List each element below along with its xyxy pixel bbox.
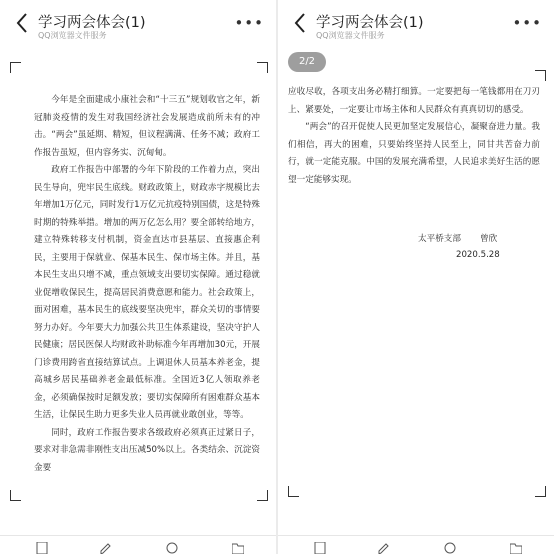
document-panel-left <box>0 0 276 554</box>
document-icon[interactable] <box>314 542 326 554</box>
paragraph: 政府工作报告中部署的今年下阶段的工作着力点，突出民生导向，兜牢民生底线。财政政策上，财政赤字规模比去年增加1万亿元，同时发行1万亿元抗疫特别国债，这是特殊时期的特殊举措。增加的两万亿怎么用？要全部转给地方，建立特殊转移支付机制，资金直达市县基层、直接惠企利民，主要用于保就业、保基本民生、保市场主体。并且，基本民生支出只增不减，重点领域支出要切实保障。通过稳就业促增收保民生，提高居民消费意愿和能力。社会政策上，面对困难，基本民生的底线要坚决兜牢，群众关切的事情要努力办好。今年要大力加强公共卫生体系建设，坚决守护人民健康；居民医保人均财政补助标准今年再增加30元，开展门诊费用跨省直接结算试点。上调退休人员基本养老金，提高城乡居民基础养老金最低标准。全国近3亿人领取养老金，必须确保按时足额发放；要切实保障所有困难群众基本生活，让保民生助力更多失业人员再就业敢创业，等等。 <box>34 165 260 420</box>
page-subtitle: QQ浏览器文件服务 <box>38 31 107 40</box>
search-icon[interactable] <box>166 542 178 554</box>
paragraph: 应收尽收，各项支出务必精打细算。一定要把每一笔钱都用在刀刃上、紧要处，一定要让市场主体和人民群众有真真切切的感受。 <box>288 87 540 115</box>
chevron-left-icon[interactable] <box>14 12 32 34</box>
document-panel-right <box>278 0 554 554</box>
folder-icon[interactable] <box>232 542 244 554</box>
edit-icon[interactable] <box>378 542 390 554</box>
crop-mark <box>10 62 21 73</box>
signature-name: 曾欣 <box>480 234 498 244</box>
more-dots-icon[interactable]: ••• <box>512 14 542 32</box>
crop-mark <box>257 490 268 501</box>
search-icon[interactable] <box>444 542 456 554</box>
more-dots-icon[interactable]: ••• <box>234 14 264 32</box>
signature-date: 2020.5.28 <box>456 250 500 260</box>
crop-mark <box>257 62 268 73</box>
header-bar <box>0 0 276 44</box>
document-body <box>288 84 540 189</box>
bottom-toolbar <box>278 535 554 554</box>
signature-org: 太平桥支部 <box>418 234 461 244</box>
document-body <box>34 92 260 477</box>
crop-mark <box>10 490 21 501</box>
crop-mark <box>288 486 299 497</box>
paragraph: 同时，政府工作报告要求各级政府必须真正过紧日子，要求对非急需非刚性支出压减50%以上。各类结余、沉淀资金要 <box>34 427 260 473</box>
header-bar <box>278 0 554 44</box>
paragraph: “两会”的召开促使人民更加坚定发展信心，凝聚奋进力量。我们相信，再大的困难，只要始终坚持人民至上，同甘共苦奋力前行，就一定能克服。中国的发展充满希望，人民追求美好生活的愿望一定能够实现。 <box>288 122 540 185</box>
page-indicator: 2/2 <box>288 52 326 72</box>
crop-mark <box>535 486 546 497</box>
bottom-toolbar <box>0 535 276 554</box>
edit-icon[interactable] <box>100 542 112 554</box>
document-icon[interactable] <box>36 542 48 554</box>
page-subtitle: QQ浏览器文件服务 <box>316 31 385 40</box>
folder-icon[interactable] <box>510 542 522 554</box>
paragraph: 今年是全面建成小康社会和“十三五”规划收官之年，新冠肺炎疫情的发生对我国经济社会发展造成前所未有的冲击。“两会”虽延期、精短，但议程满满、任务不减；政府工作报告虽短，但内容务实、沉甸甸。 <box>34 95 260 158</box>
chevron-left-icon[interactable] <box>292 12 310 34</box>
page-title: 学习两会体会(1) <box>38 15 146 31</box>
crop-mark <box>535 70 546 81</box>
page-title: 学习两会体会(1) <box>316 15 424 31</box>
